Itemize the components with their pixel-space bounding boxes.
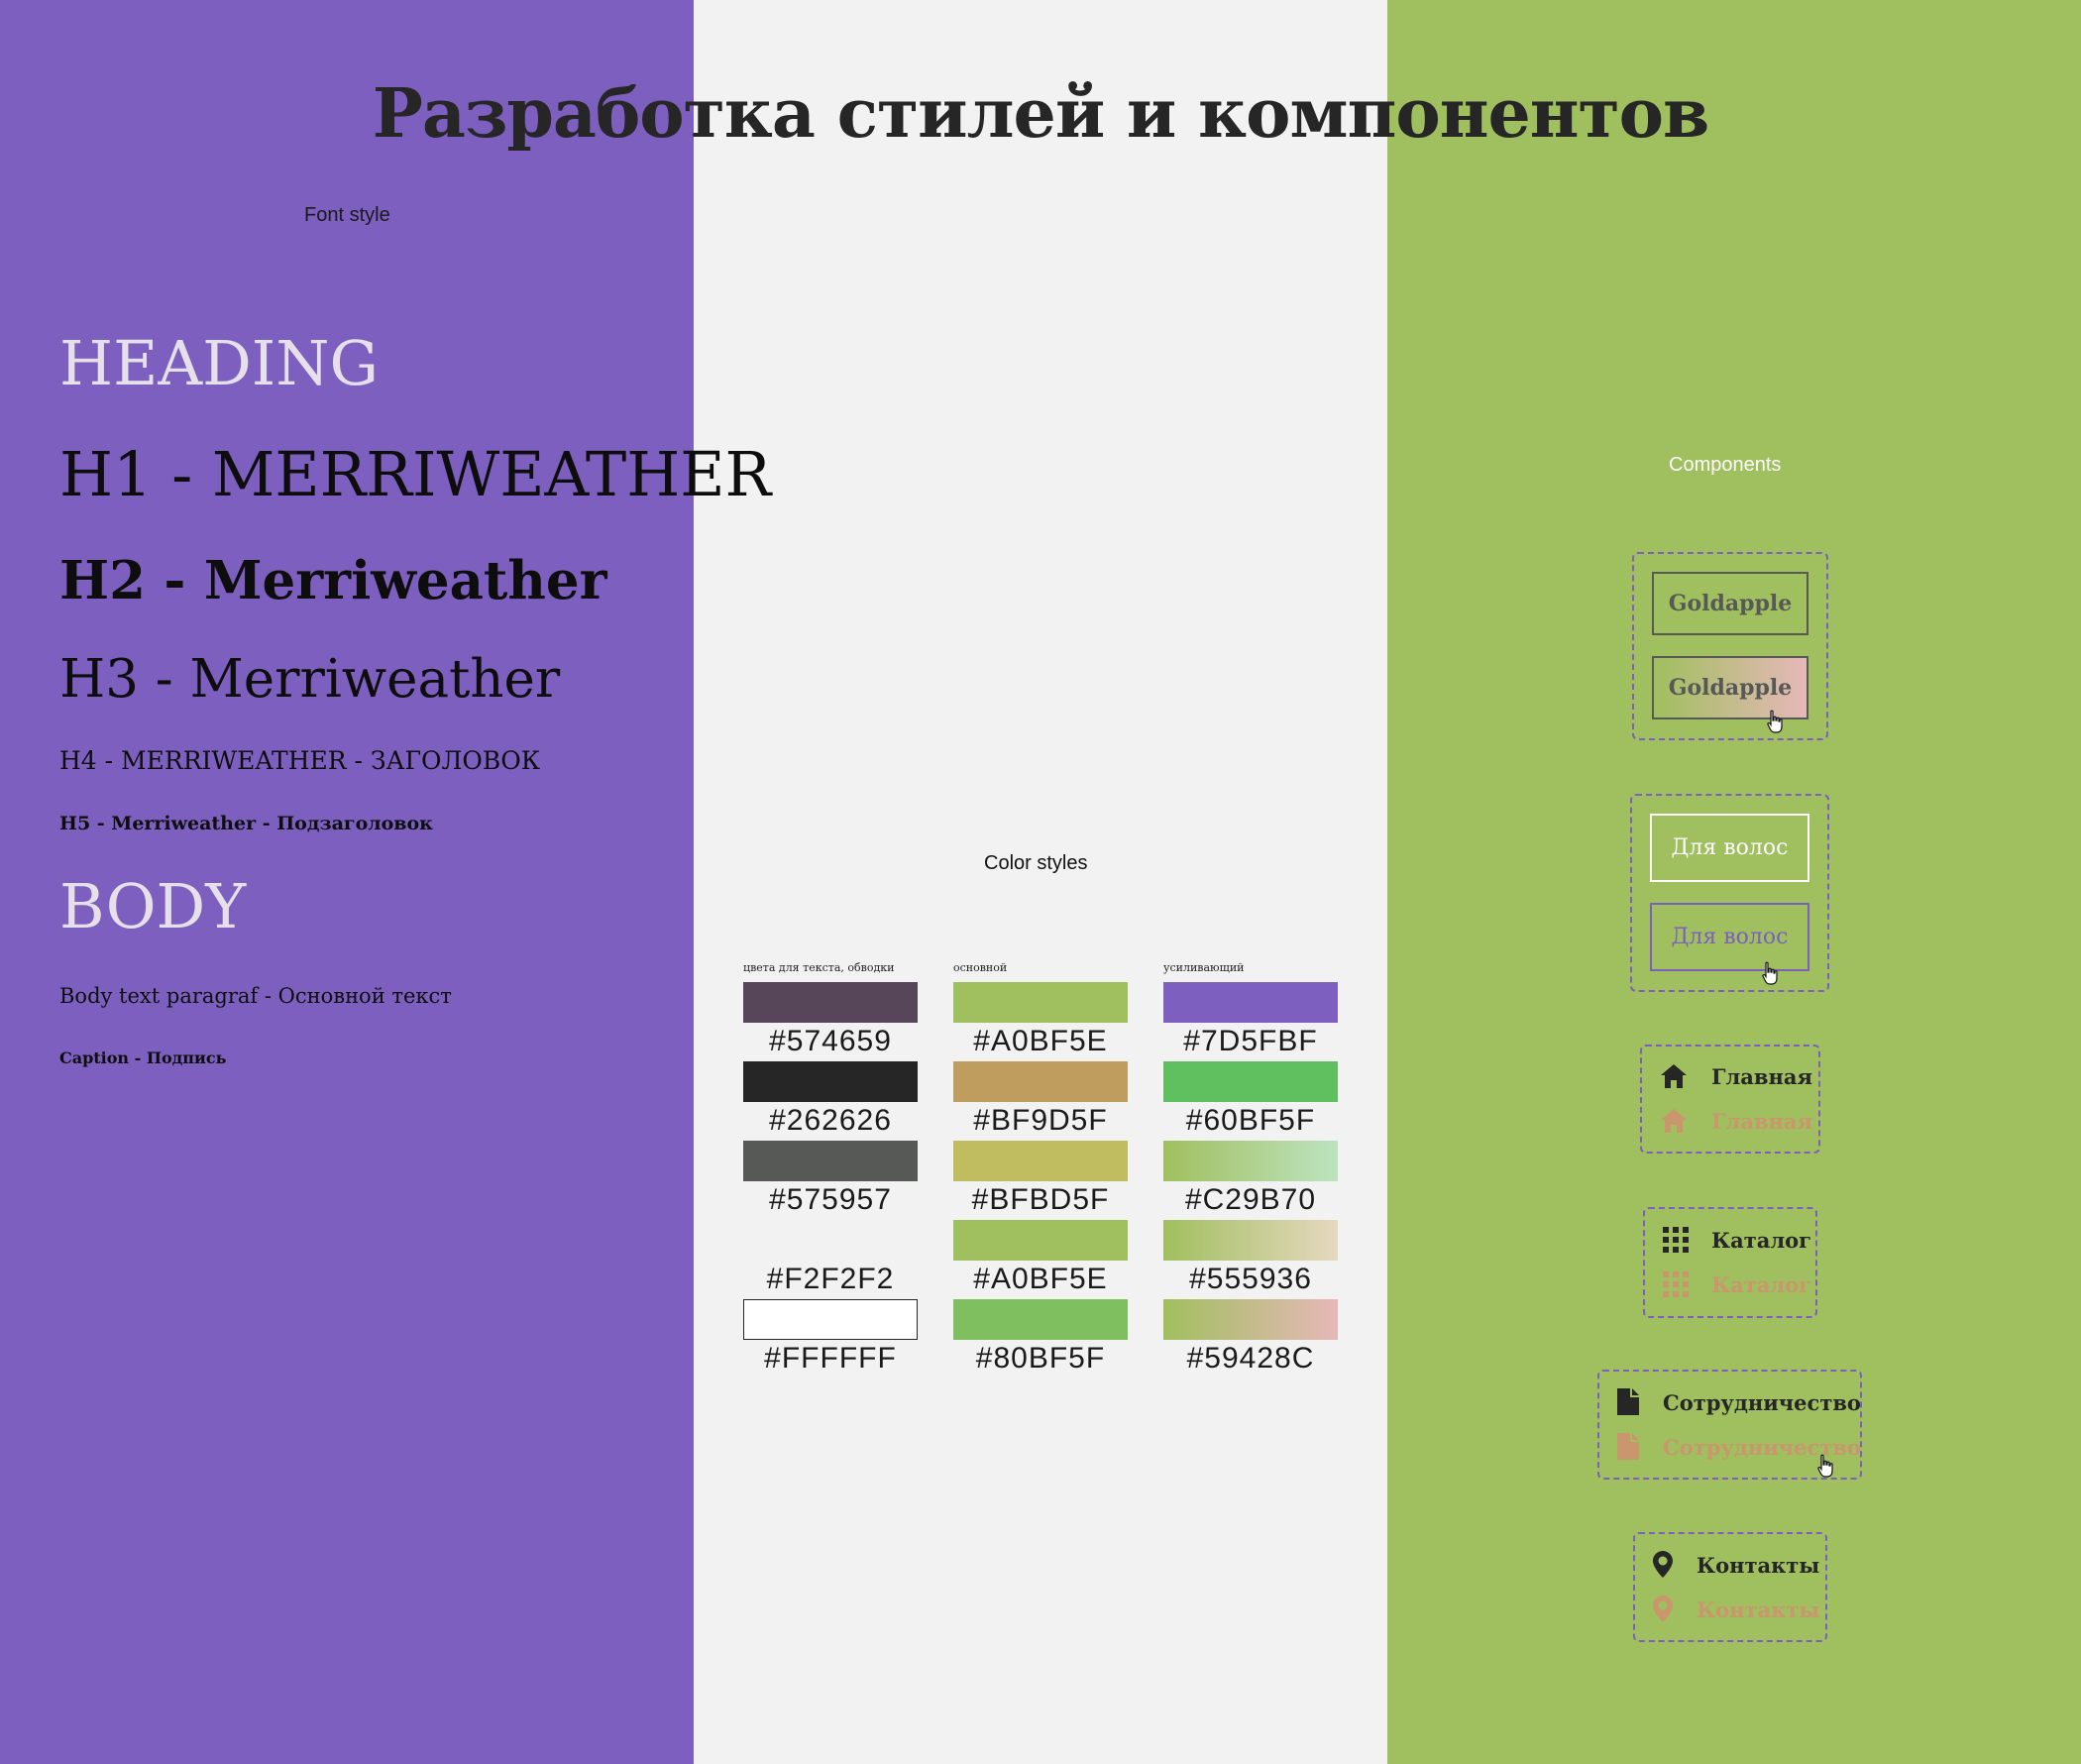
section-label-color-styles: Color styles — [984, 852, 1088, 874]
home-icon — [1660, 1108, 1688, 1134]
nav-label-cooperation-hover: Сотрудничество — [1663, 1435, 1861, 1460]
color-swatch — [953, 1299, 1128, 1340]
color-hex-label: #575957 — [769, 1183, 892, 1216]
font-sample-caption: Caption - Подпись — [59, 1048, 227, 1067]
location-pin-icon — [1653, 1596, 1673, 1622]
font-sample-heading: HEADING — [59, 327, 380, 399]
color-hex-label: #262626 — [769, 1104, 892, 1137]
color-swatch — [743, 1299, 918, 1340]
nav-label-home: Главная — [1711, 1064, 1812, 1089]
nav-contacts-group — [1633, 1532, 1827, 1642]
color-hex-label: #60BF5F — [1185, 1104, 1316, 1137]
goldapple-button[interactable]: Goldapple — [1652, 572, 1808, 635]
color-swatch — [953, 1141, 1128, 1181]
color-hex-label: #555936 — [1189, 1263, 1312, 1295]
color-swatch — [1163, 1141, 1338, 1181]
nav-label-contacts: Контакты — [1697, 1553, 1820, 1578]
font-sample-h4: H4 - MERRIWEATHER - ЗАГОЛОВОК — [59, 746, 541, 775]
color-swatch — [743, 1220, 918, 1261]
nav-item-catalog-hover[interactable] — [1663, 1269, 1812, 1299]
nav-item-home-hover[interactable] — [1660, 1106, 1812, 1136]
color-hex-label: #574659 — [769, 1025, 892, 1057]
grid-icon — [1663, 1271, 1689, 1297]
hand-cursor-icon — [1766, 710, 1786, 735]
document-icon — [1617, 1433, 1639, 1460]
nav-label-catalog: Каталог — [1711, 1228, 1812, 1253]
nav-item-cooperation-hover[interactable] — [1617, 1432, 1861, 1462]
color-hex-label: #BFBD5F — [971, 1183, 1110, 1216]
color-swatch — [1163, 1299, 1338, 1340]
color-column-label: усиливающий — [1163, 961, 1245, 974]
goldapple-button-hover[interactable]: Goldapple — [1652, 656, 1808, 719]
nav-label-contacts-hover: Контакты — [1697, 1598, 1820, 1622]
color-swatch — [953, 982, 1128, 1023]
nav-item-catalog[interactable] — [1663, 1225, 1812, 1255]
nav-label-cooperation: Сотрудничество — [1663, 1390, 1861, 1415]
nav-item-contacts[interactable] — [1653, 1550, 1820, 1580]
hand-cursor-icon — [1761, 961, 1781, 987]
nav-label-home-hover: Главная — [1711, 1109, 1812, 1134]
color-hex-label: #C29B70 — [1184, 1183, 1317, 1216]
color-hex-label: #F2F2F2 — [766, 1263, 895, 1295]
nav-item-cooperation[interactable] — [1617, 1387, 1861, 1417]
font-sample-body: BODY — [59, 870, 247, 942]
nav-item-home[interactable] — [1660, 1061, 1812, 1091]
grid-icon — [1663, 1227, 1689, 1253]
color-hex-label: #A0BF5E — [973, 1025, 1108, 1057]
nav-catalog-group — [1643, 1207, 1817, 1318]
color-hex-label: #BF9D5F — [973, 1104, 1108, 1137]
color-column-label: основной — [953, 961, 1008, 974]
color-swatch — [743, 1061, 918, 1102]
color-styles-panel — [694, 0, 1387, 1764]
color-hex-label: #FFFFFF — [764, 1342, 897, 1375]
section-label-font-style: Font style — [304, 204, 390, 226]
font-sample-h2: H2 - Merriweather — [59, 550, 607, 611]
font-sample-h1: H1 - MERRIWEATHER — [59, 438, 772, 510]
color-swatch — [743, 1141, 918, 1181]
home-icon — [1660, 1063, 1688, 1089]
color-swatch — [1163, 982, 1338, 1023]
color-swatch — [1163, 1061, 1338, 1102]
color-hex-label: #7D5FBF — [1183, 1025, 1318, 1057]
color-column-label: цвета для текста, обводки — [743, 961, 895, 974]
document-icon — [1617, 1388, 1639, 1415]
color-hex-label: #A0BF5E — [973, 1263, 1108, 1295]
hair-button-hover[interactable]: Для волос — [1650, 903, 1809, 971]
location-pin-icon — [1653, 1551, 1673, 1578]
nav-label-catalog-hover: Каталог — [1711, 1272, 1812, 1297]
color-swatch — [953, 1220, 1128, 1261]
nav-item-contacts-hover[interactable] — [1653, 1595, 1820, 1624]
hand-cursor-icon — [1816, 1454, 1836, 1480]
color-swatch — [1163, 1220, 1338, 1261]
font-sample-h5: H5 - Merriweather - Подзаголовок — [59, 813, 433, 834]
font-sample-paragraph: Body text paragraf - Основной текст — [59, 984, 452, 1008]
page-title: Разработка стилей и компонентов — [372, 74, 1709, 154]
section-label-components: Components — [1669, 454, 1782, 476]
color-hex-label: #59428C — [1186, 1342, 1315, 1375]
color-swatch — [743, 982, 918, 1023]
font-sample-h3: H3 - Merriweather — [59, 649, 561, 710]
color-hex-label: #80BF5F — [975, 1342, 1106, 1375]
color-swatch — [953, 1061, 1128, 1102]
hair-button[interactable]: Для волос — [1650, 814, 1809, 882]
